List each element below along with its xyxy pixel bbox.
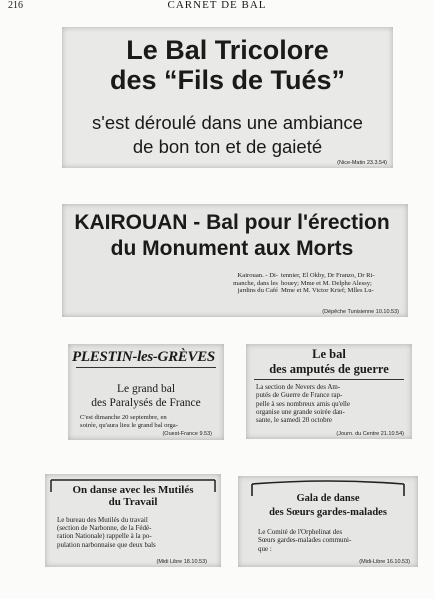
body-line: putés de Guerre de France rap- — [256, 391, 343, 400]
body-line: sante, le samedi 20 octobre — [256, 416, 333, 425]
source-citation: (Ouest-France 9.53) — [162, 431, 212, 437]
headline-line-2: du Monument aux Morts — [110, 237, 354, 260]
source-citation: (Dépêche Tunisienne 10.10.53) — [322, 309, 399, 315]
body-right-line: Mme et M. Victor Krief; Mlles Lu- — [281, 287, 374, 294]
body-left-line: manche, dans les — [233, 279, 278, 287]
clipping-soeurs — [238, 476, 418, 567]
body-line: soirée, qu'aura lieu le grand bal orga- — [80, 421, 178, 429]
body-line: que : — [258, 544, 272, 553]
headline-line-1: Le grand bal — [116, 383, 176, 395]
body-line: pelle à ses nombreux amis qu'elle — [256, 399, 350, 408]
headline-line-1: Le bal — [312, 347, 346, 361]
source-citation: (Journ. du Centre 21.10.54) — [336, 431, 404, 437]
clipping-bal-tricolore — [62, 27, 393, 168]
source-citation: (Midi-Libre 16.10.53) — [359, 559, 410, 565]
headline-line-1: Le Bal Tricolore — [126, 35, 329, 65]
headline-line-2: des “Fils de Tués” — [109, 65, 346, 95]
clipping-mutiles — [45, 474, 221, 567]
masthead-rule — [76, 367, 216, 368]
body-line: C'est dimanche 20 septembre, en — [80, 414, 167, 421]
subhead-line-1: s'est déroulé dans une ambiance — [92, 112, 363, 133]
body-right-line: houey; Mme et M. Delphe Alessy; — [281, 279, 372, 287]
headline-line-1: KAIROUAN - Bal pour l'érection — [74, 211, 390, 234]
body-line: Le bureau des Mutilés du travail — [57, 516, 148, 524]
body-line: La section de Nevers des Am- — [256, 383, 341, 391]
body-line: Le Comité de l'Orphelinat des — [258, 528, 343, 536]
clipping-amputes — [246, 344, 412, 439]
clipping-kairouan — [62, 204, 408, 317]
masthead: PLESTIN-les-GRÈVES — [72, 349, 215, 365]
source-citation: (Nice-Matin 23.3.54) — [337, 160, 387, 166]
headline-frame — [238, 476, 418, 567]
headline-line-2: des Paralysés de France — [91, 397, 201, 409]
body-left-line: jardins du Café — [237, 287, 278, 294]
headline-line-2: du Travail — [108, 496, 158, 508]
headline-line-2: des amputés de guerre — [269, 362, 389, 376]
body-left-line: Kairouan. - Di- — [237, 272, 278, 279]
body-right-line: tennier, El Okby, Dr Franzo, Dr Ri- — [281, 272, 375, 279]
page-number: 216 — [8, 0, 23, 11]
body-line: (section de Narbonne, de la Fédé- — [57, 524, 152, 533]
clipping-plestin — [68, 344, 224, 440]
headline-line-1: On danse avec les Mutilés — [72, 484, 194, 496]
running-head: CARNET DE BAL — [167, 0, 267, 11]
subhead-line-2: de bon ton et de gaieté — [132, 136, 323, 157]
body-line: pulation narbonnaise que deux bals — [57, 540, 156, 549]
body-line: Sœurs gardes-malades communi- — [258, 536, 352, 545]
headline-rule — [254, 379, 404, 380]
body-line: organise une grande soirée dan- — [256, 407, 345, 416]
headline-line-2: des Sœurs gardes-malades — [269, 507, 387, 518]
body-line: ration Nationale) rappelle à la po- — [57, 532, 152, 541]
source-citation: (Midi Libre 18.10.53) — [156, 559, 207, 565]
headline-line-1: Gala de danse — [296, 493, 360, 504]
